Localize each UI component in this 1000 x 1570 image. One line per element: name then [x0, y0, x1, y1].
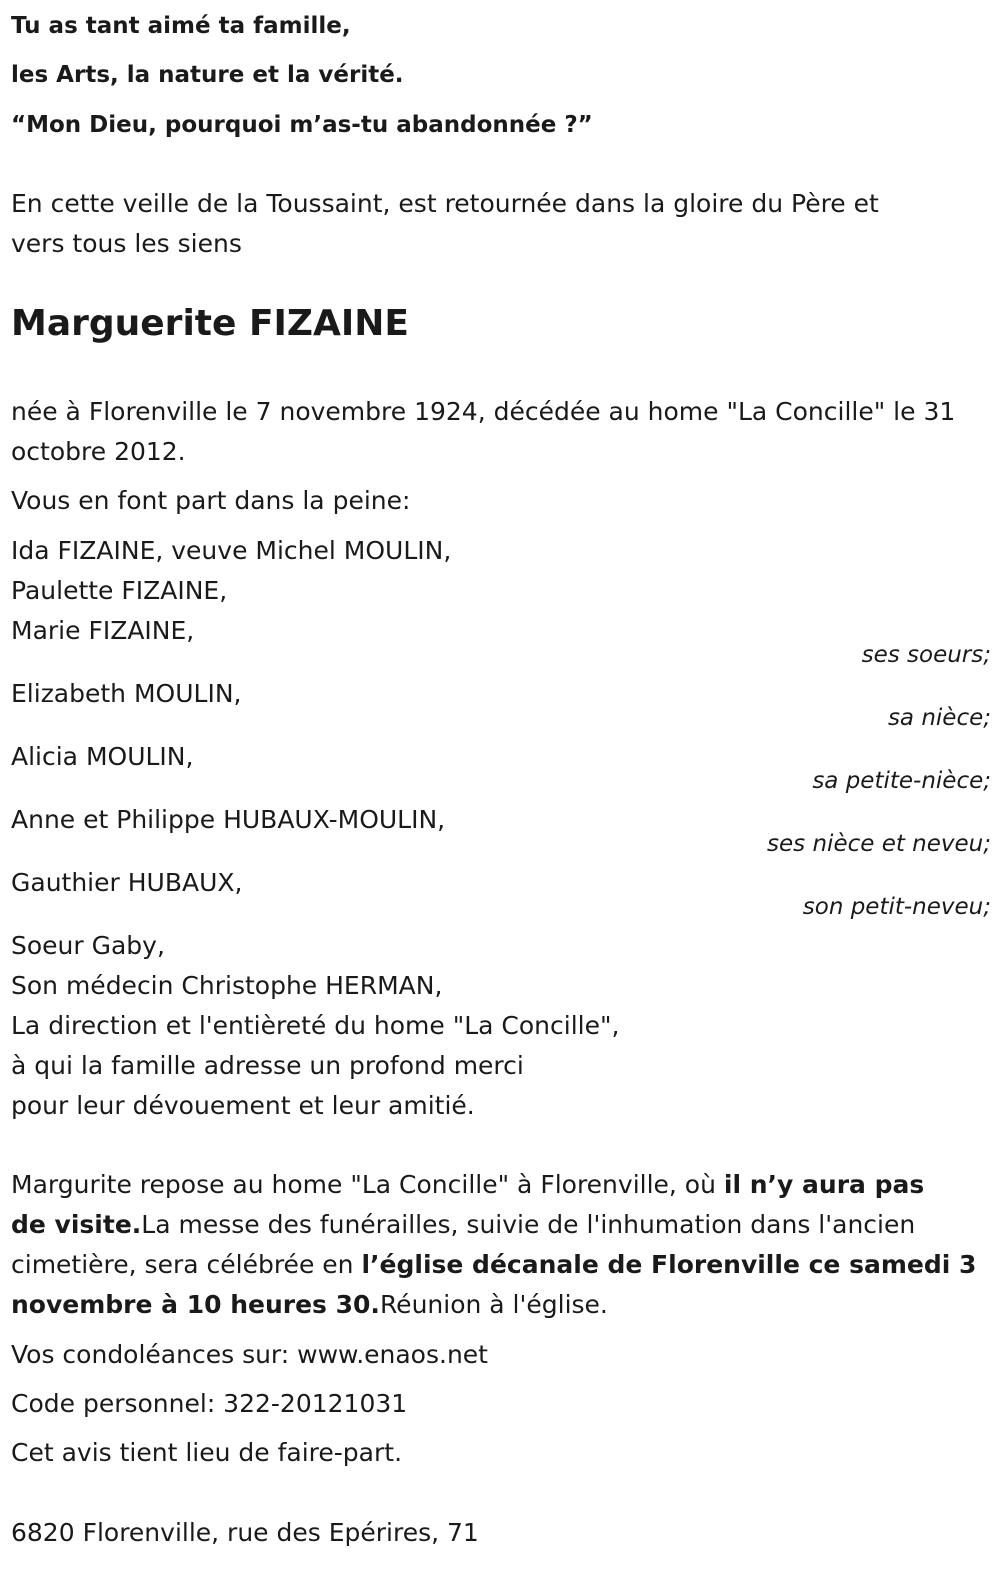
funeral-line	[11, 1290, 608, 1320]
family-member: Paulette FIZAINE,	[11, 576, 228, 605]
family-member: Marie FIZAINE,	[11, 616, 195, 645]
funeral-emphasis: de visite.	[11, 1210, 142, 1239]
thanks-line: La direction et l'entièreté du home "La Concille",	[11, 1011, 620, 1040]
announce-text: Vous en font part dans la peine:	[11, 486, 411, 515]
notice-text: Cet avis tient lieu de faire-part.	[11, 1438, 403, 1467]
family-member: Gauthier HUBAUX,	[11, 868, 243, 897]
intro-line: vers tous les siens	[11, 229, 242, 258]
family-member: Anne et Philippe HUBAUX-MOULIN,	[11, 805, 446, 834]
address-text: 6820 Florenville, rue des Epérires, 71	[11, 1518, 479, 1547]
intro-line: En cette veille de la Toussaint, est retournée dans la gloire du Père et	[11, 189, 879, 218]
deceased-name: Marguerite FIZAINE	[11, 303, 410, 344]
epigraph-line: Tu as tant aimé ta famille,	[11, 13, 351, 39]
birth-death-line: octobre 2012.	[11, 437, 186, 466]
thanks-line: Son médecin Christophe HERMAN,	[11, 971, 443, 1000]
epigraph-line: les Arts, la nature et la vérité.	[11, 62, 404, 88]
relation-label: ses nièce et neveu;	[767, 831, 991, 857]
funeral-text: Réunion à l'église.	[379, 1290, 608, 1319]
funeral-line	[11, 1170, 924, 1200]
thanks-line: à qui la famille adresse un profond merci	[11, 1051, 524, 1080]
relation-label: son petit-neveu;	[802, 894, 991, 920]
funeral-text: Margurite repose au home "La Concille" à Florenville, où	[11, 1170, 724, 1199]
funeral-emphasis: novembre à 10 heures 30.	[11, 1290, 380, 1319]
code-text: Code personnel: 322-20121031	[11, 1389, 408, 1418]
funeral-line	[11, 1250, 976, 1280]
family-member: Elizabeth MOULIN,	[11, 679, 242, 708]
funeral-emphasis: il n’y aura pas	[723, 1170, 925, 1199]
funeral-line	[11, 1210, 915, 1240]
thanks-line: pour leur dévouement et leur amitié.	[11, 1091, 475, 1120]
birth-death-line: née à Florenville le 7 novembre 1924, décédée au home "La Concille" le 31	[11, 397, 956, 426]
epigraph-line: “Mon Dieu, pourquoi m’as-tu abandonnée ?”	[11, 112, 593, 138]
funeral-text: cimetière, sera célébrée en	[11, 1250, 362, 1279]
condolences-text: Vos condoléances sur: www.enaos.net	[11, 1340, 488, 1369]
thanks-line: Soeur Gaby,	[11, 931, 165, 960]
funeral-emphasis: l’église décanale de Florenville ce samedi 3	[361, 1250, 977, 1279]
relation-label: sa nièce;	[887, 705, 991, 731]
relation-label: ses soeurs;	[861, 642, 991, 668]
relation-label: sa petite-nièce;	[812, 768, 991, 794]
family-member: Ida FIZAINE, veuve Michel MOULIN,	[11, 536, 452, 565]
funeral-text: La messe des funérailles, suivie de l'inhumation dans l'ancien	[141, 1210, 916, 1239]
family-member: Alicia MOULIN,	[11, 742, 194, 771]
